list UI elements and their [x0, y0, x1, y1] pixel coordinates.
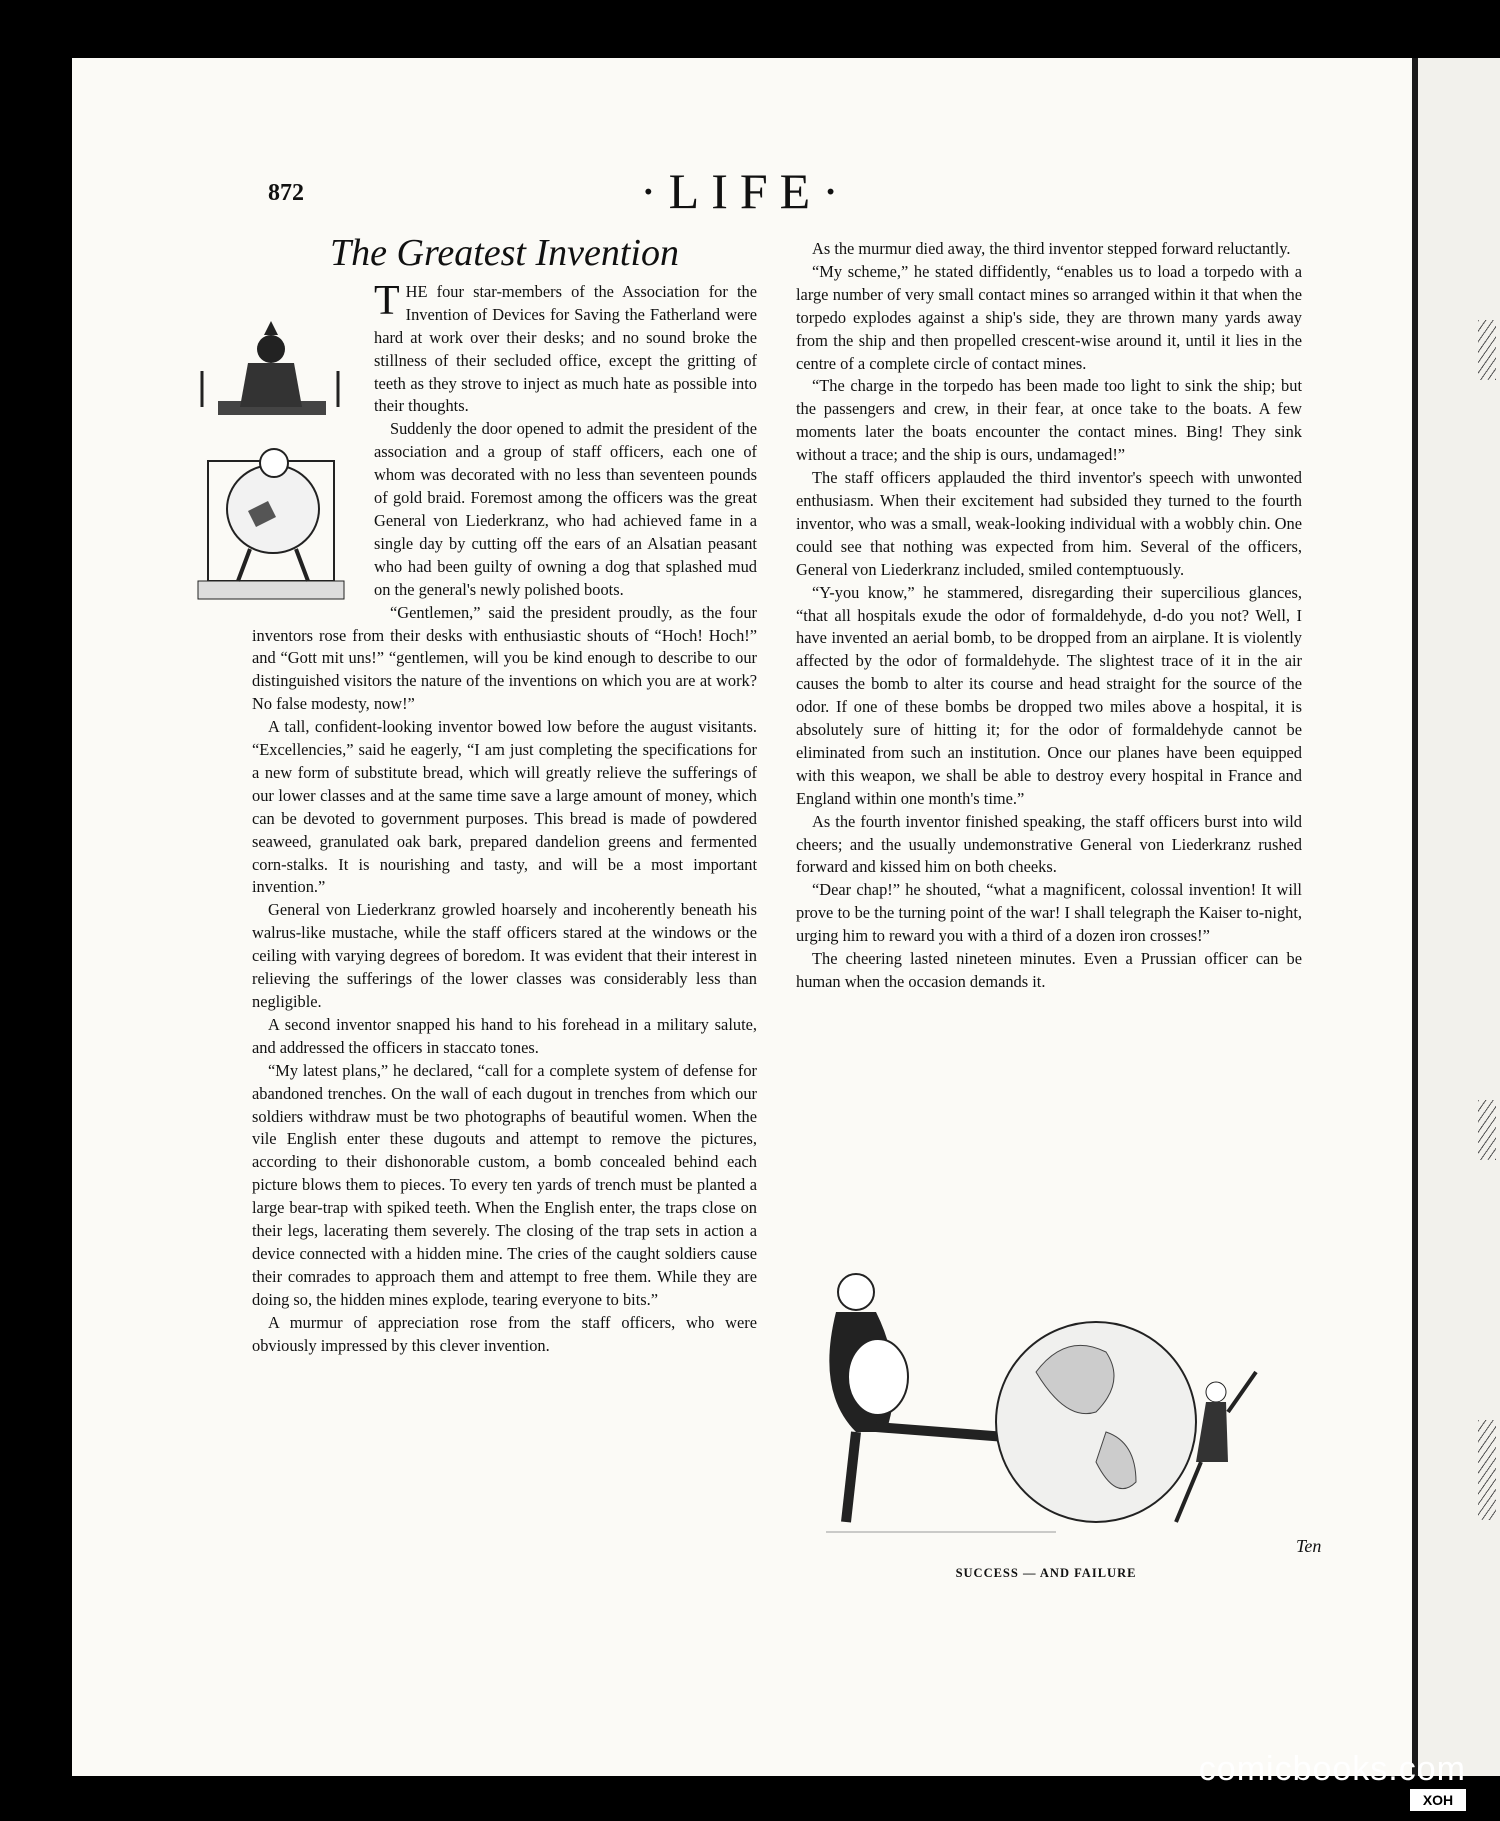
article-paragraph: “My scheme,” he stated diffidently, “enables us to load a torpedo with a large number of very small contact mines so arranged within it that when the torpedo explodes against a ship's side, they are thrown many yards away from the ship and then propelled crescent-wise around it, until it lies in the centre of a complete circle of contact mines. — [796, 261, 1302, 373]
facing-page-sketch — [1478, 1100, 1496, 1160]
article-left-column — [252, 232, 757, 1358]
article-paragraph: “My latest plans,” he declared, “call for a complete system of defense for abandoned trenches. On the wall of each dugout in trenches from which our soldiers withdraw must be two photographs of beautiful women. When the vile English enter these dugouts and attempt to remove the pictures, according to their dishonorable custom, a bomb concealed behind each picture blows them to pieces. To every ten yards of trench must be planted a large bear-trap with spiked teeth. When the English enter, the traps close on their legs, lacerating them severely. The closing of the trap sets in action a device connected with a hidden mine. The cries of the caught soldiers cause their comrades to approach them and attempt to free them. While they are doing so, the hidden mines explode, tearing everyone to bits.” — [252, 1060, 757, 1309]
article-paragraph: The cheering lasted nineteen minutes. Even a Prussian officer can be human when the occasion demands it. — [796, 949, 1302, 991]
article-paragraph: “Dear chap!” he shouted, “what a magnificent, colossal invention! It will prove to be the turning point of the war! I shall telegraph the Kaiser to-night, urging him to reward you with a third of a dozen iron crosses!” — [796, 880, 1302, 946]
article-paragraph: A second inventor snapped his hand to his forehead in a military salute, and addressed the officers in staccato tones. — [252, 1014, 757, 1057]
article-paragraph: A tall, confident-looking inventor bowed low before the august visitants. “Excellencies,” said he eagerly, “I am just completing the specifications for a new form of substitute bread, which will greatly relieve the sufferings of our lower classes and at the same time save a large amount of money, which can be devoted to government purposes. This bread is made of powdered seaweed, granulated oak bark, prepared dandelion greens and fermented corn-stalks. It is nourishing and tasty, and will be a most important invention.” — [252, 717, 757, 897]
corner-label: XOH — [1410, 1789, 1466, 1811]
site-watermark: comicbooks.com — [1198, 1750, 1466, 1788]
facing-page-sketch — [1478, 1420, 1496, 1520]
article-paragraph: The staff officers applauded the third inventor's speech with unwonted enthusiasm. When their excitement had subsided they turned to the fourth inventor, who was a small, weak-looking individual with a wobbly chin. One could see that nothing was expected from him. Several of the officers, General von Liederkranz included, smiled contemptuously. — [796, 468, 1302, 579]
facing-page-sketch — [1478, 320, 1496, 380]
article-paragraph: General von Liederkranz growled hoarsely and incoherently beneath his walrus-like mustache, while the staff officers stared at the windows or the ceiling with varying degrees of boredom. It was evident that their interest in relieving the sufferings of the lower classes was considerably less than negligible. — [252, 900, 757, 1011]
cartoon-caption: SUCCESS — AND FAILURE — [955, 1566, 1137, 1580]
drop-cap: T — [374, 277, 400, 324]
article-title: The Greatest Invention — [330, 232, 679, 274]
article-right-column — [796, 238, 1302, 994]
page-number: 872 — [268, 180, 304, 206]
success-and-failure-cartoon — [796, 1262, 1316, 1542]
article-paragraph: “Y-you know,” he stammered, disregarding their supercilious glances, “that all hospitals exude the odor of formaldehyde, d-do you not? Well, I have invented an aerial bomb, to be dropped from an airplane. It is violently affected by the odor of formaldehyde. The slightest trace of it in the air causes the bomb to alter its course and head straight for the source of the odor. If one of these bombs be dropped two miles above a hospital, it is absolutely sure of hitting it; for the odor of formaldehyde cannot be eliminated from such an institution. Once our planes have been equipped with this weapon, we shall be able to destroy every hospital in France and England within one month's time.” — [796, 582, 1302, 808]
article-paragraph: “Gentlemen,” said the president proudly, as the four inventors rose from their desks with enthusiastic shouts of “Hoch! Hoch!” and “Gott mit uns!” “gentlemen, will you be kind enough to describe to our distinguished visitors the nature of the inventions on which you are at work? No false modesty, now!” — [252, 602, 757, 714]
artist-signature: Ten — [1296, 1536, 1322, 1556]
magazine-title: ·LIFE· — [640, 163, 851, 219]
article-paragraph: A murmur of appreciation rose from the staff officers, who were obviously impressed by this clever invention. — [252, 1312, 757, 1355]
article-paragraph: HE four star-members of the Association for the Invention of Devices for Saving the Fatherland were hard at work over their desks; and no sound broke the stillness of their secluded office, except the gritting of teeth as they strove to inject as much hate as possible into their thoughts. — [374, 281, 757, 416]
article-paragraph: As the fourth inventor finished speaking, the staff officers burst into wild cheers; and the usually undemonstrative General von Liederkranz rushed forward and kissed him on both cheeks. — [796, 811, 1302, 877]
article-paragraph: As the murmur died away, the third inventor stepped forward reluctantly. — [812, 239, 1291, 258]
enthroned-figure-illustration — [178, 281, 364, 603]
article-paragraph: “The charge in the torpedo has been made too light to sink the ship; but the passengers and crew, in their fear, at once take to the boats. A few moments later the boats encounter the contact mines. Bing! They sink without a trace; and the ship is ours, undamaged!” — [796, 376, 1302, 465]
article-paragraph: Suddenly the door opened to admit the president of the association and a group of staff officers, each one of whom was decorated with no less than seventeen pounds of gold braid. Foremost among the officers was the great General von Liederkranz, who had achieved fame in a single day by cutting off the ears of an Alsatian peasant who had been guilty of owning a dog that splashed mud on the general's newly polished boots. — [374, 419, 757, 599]
